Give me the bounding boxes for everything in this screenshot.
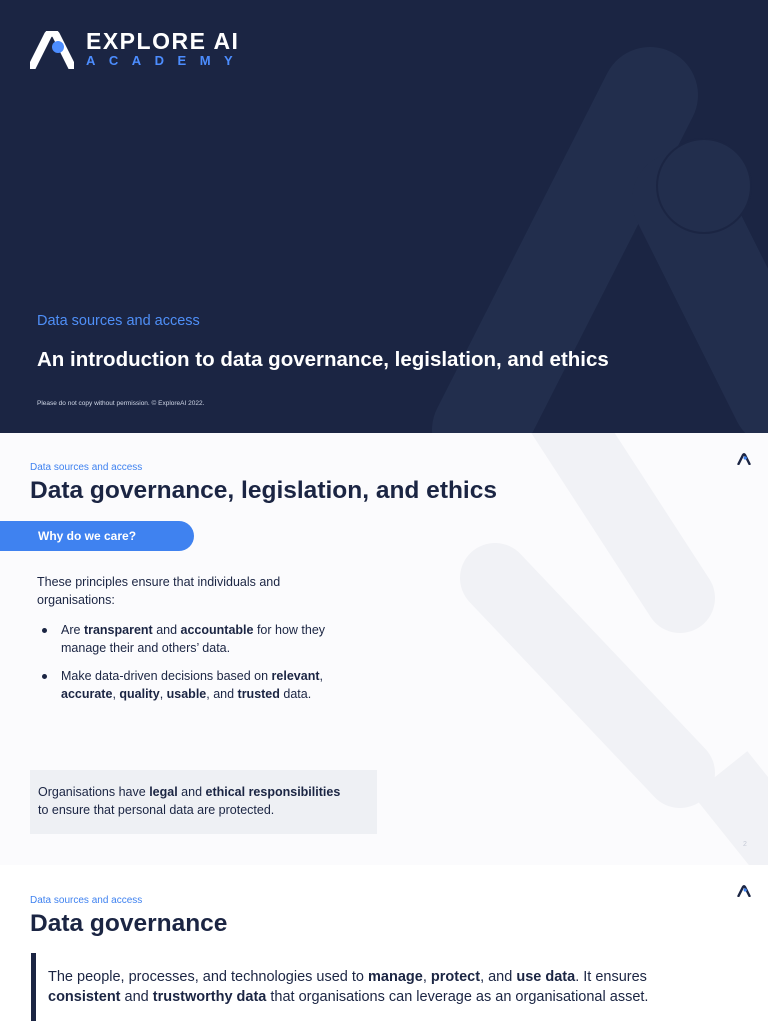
principles-slide <box>0 433 768 865</box>
copyright-notice: Please do not copy without permission. © ExploreAI 2022. <box>37 400 205 407</box>
slide1-title: An introduction to data governance, legislation, and ethics <box>37 348 609 371</box>
principles-intro: These principles ensure that individuals and organisations: <box>37 575 281 607</box>
data-governance-slide <box>0 865 768 1024</box>
title-slide <box>0 0 768 433</box>
list-item: Are transparent and accountable for how they manage their and others’ data. <box>37 621 357 657</box>
bullet-dot-icon <box>42 628 47 633</box>
logo-wordmark: EXPLORE AI <box>86 28 240 54</box>
corner-logo-icon <box>737 885 751 897</box>
explore-ai-logo <box>30 30 246 69</box>
slide3-kicker: Data sources and access <box>30 895 143 906</box>
definition-text: The people, processes, and technologies used to manage, protect, and use data. It ensures consistent and trustworthy data that organisations can leverage as an organisational asset. <box>48 969 649 1005</box>
corner-logo-icon <box>737 453 751 465</box>
slide2-kicker: Data sources and access <box>30 462 143 473</box>
page-number: 2 <box>743 841 747 848</box>
why-do-we-care-pill: Why do we care? <box>0 521 194 551</box>
slide1-kicker: Data sources and access <box>37 313 200 329</box>
slide2-title: Data governance, legislation, and ethics <box>30 477 497 504</box>
explore-ai-logo-icon <box>30 31 74 69</box>
slide3-title: Data governance <box>30 910 228 937</box>
responsibility-callout: Organisations have legal and ethical responsibilities to ensure that personal data are protected. <box>30 770 377 834</box>
list-item: Make data-driven decisions based on relevant, accurate, quality, usable, and trusted data. <box>37 667 357 703</box>
bullet-dot-icon <box>42 674 47 679</box>
quote-bar <box>31 953 36 1021</box>
principles-list <box>37 621 357 713</box>
logo-subwordmark: ACADEMY <box>86 53 247 68</box>
